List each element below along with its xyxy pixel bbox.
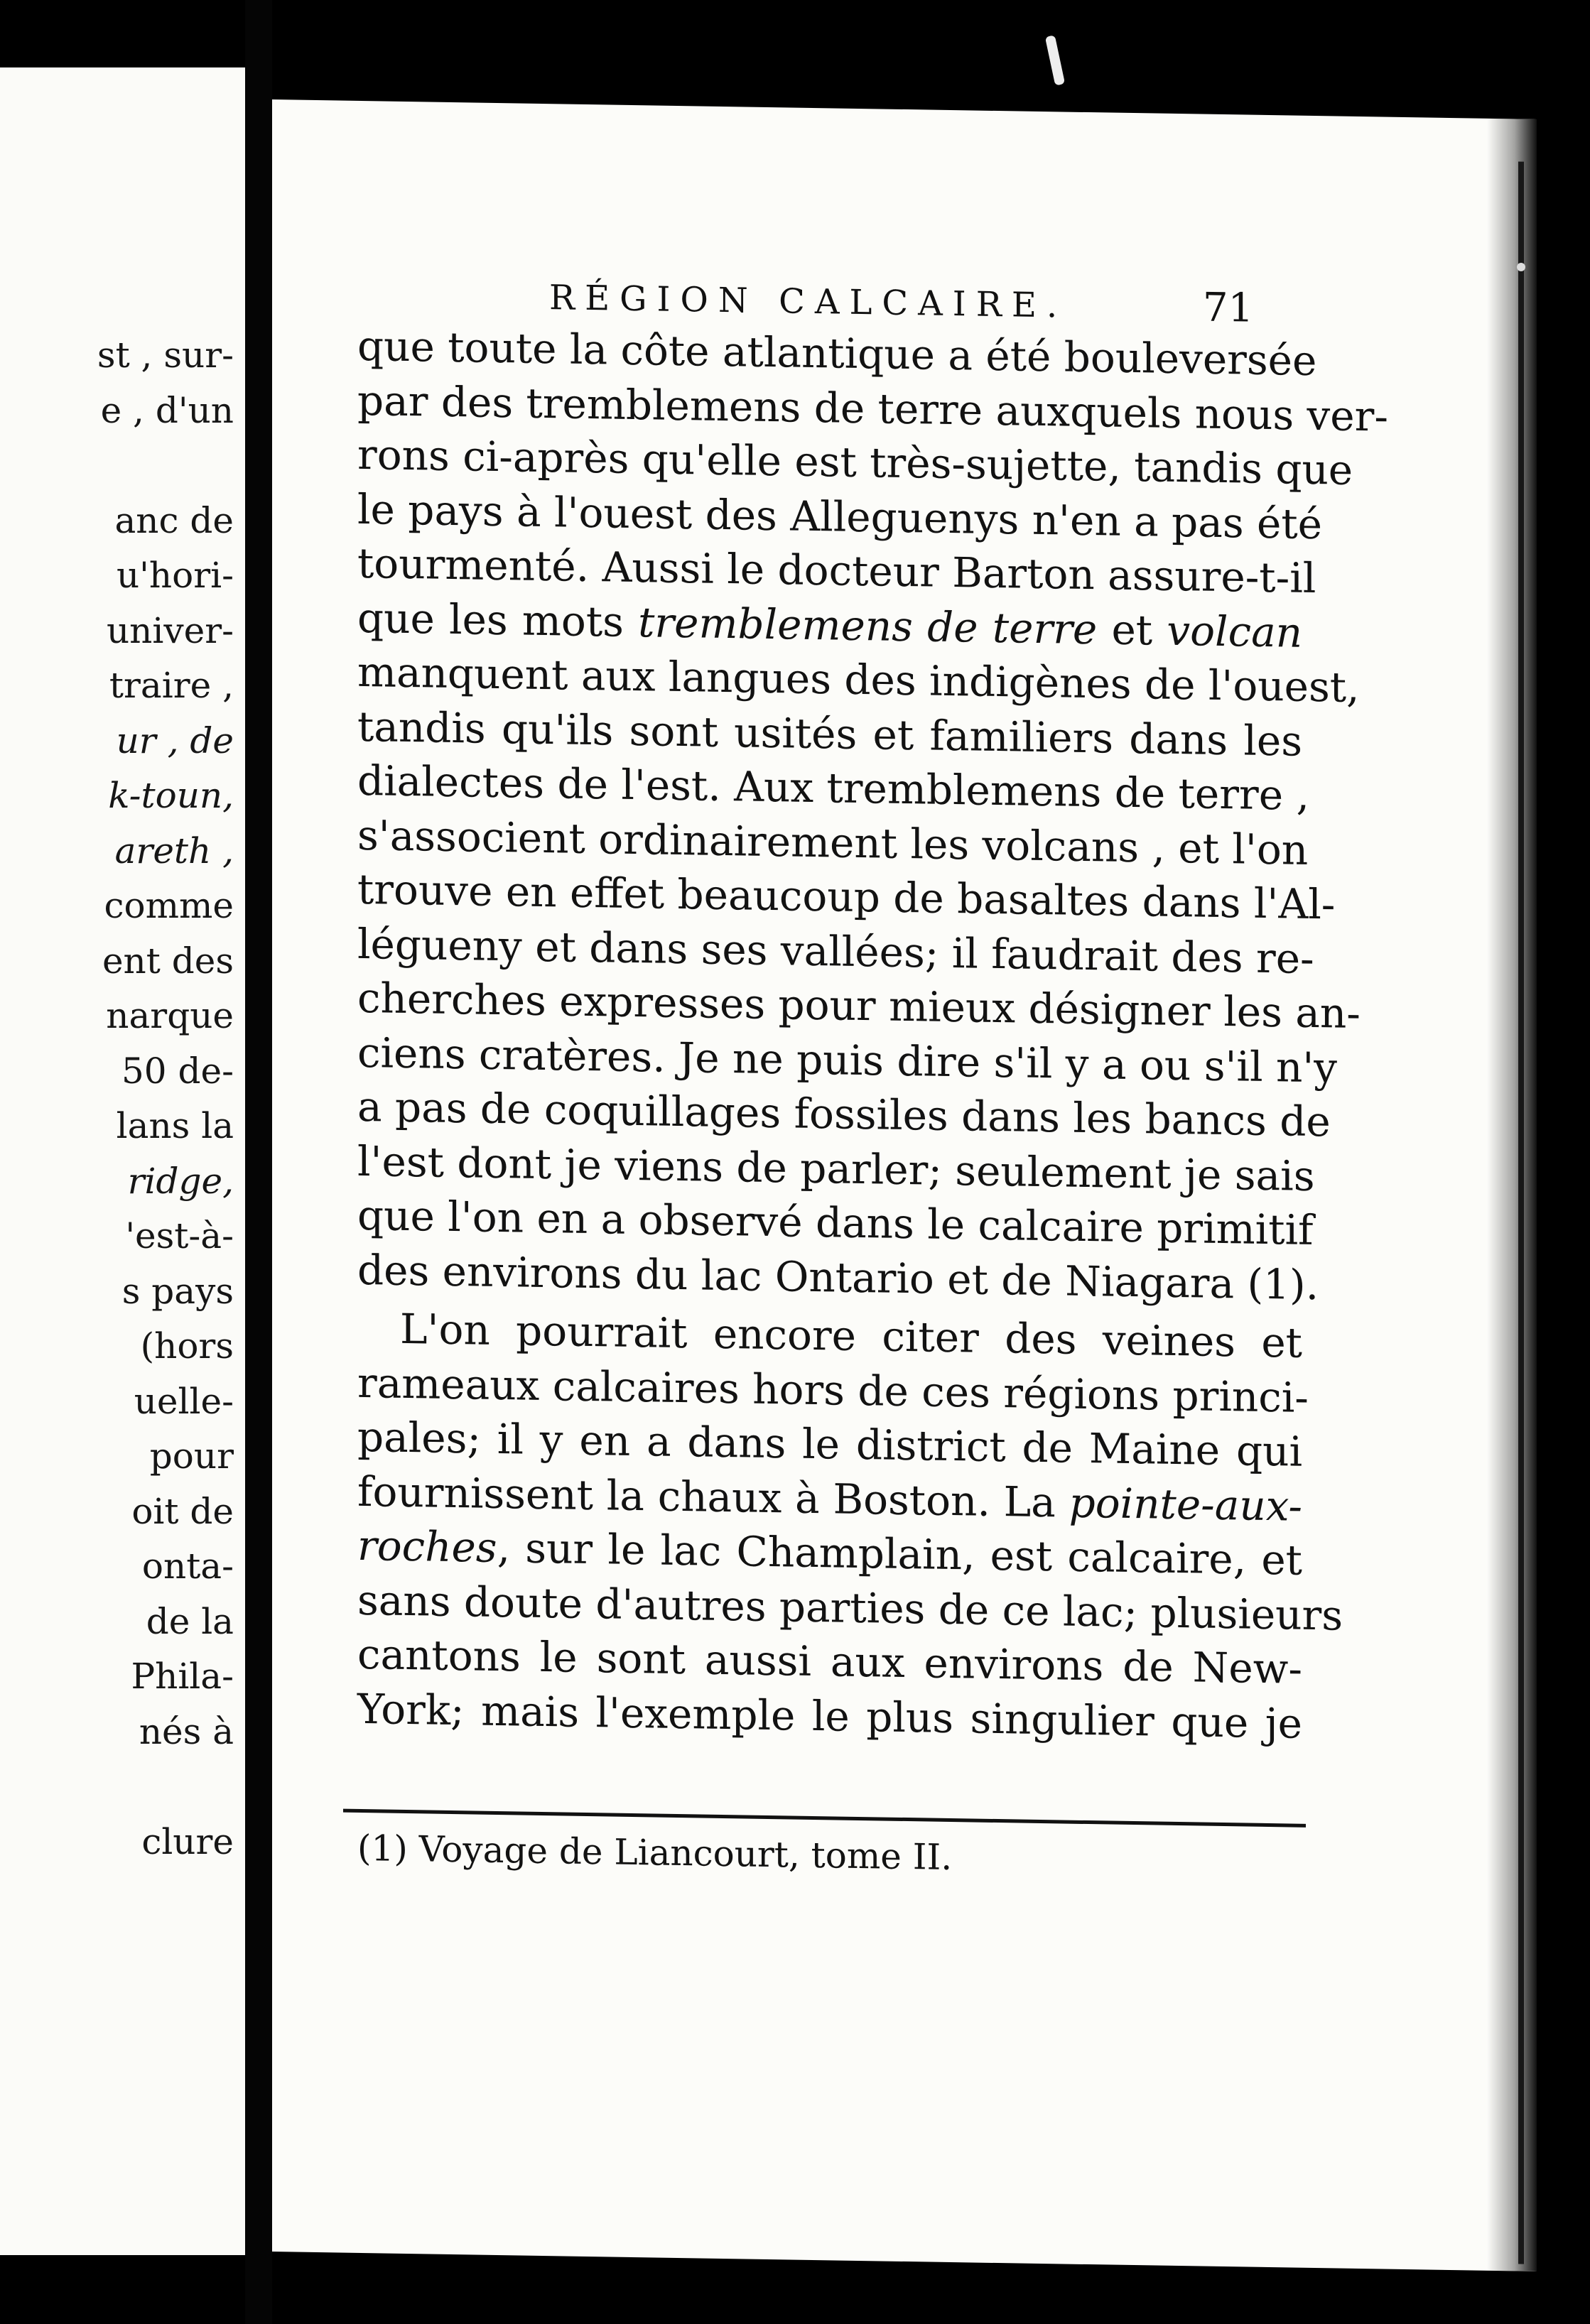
left-page-line: clure xyxy=(141,1820,234,1862)
left-page-line: st , sur- xyxy=(97,335,234,376)
left-page-line: nés à xyxy=(139,1710,234,1752)
left-page-line: traire , xyxy=(109,665,234,706)
left-page-line: s pays xyxy=(121,1270,234,1312)
left-page-line: uelle- xyxy=(134,1380,234,1422)
body-text-line: dialectes de l'est. Aux tremblemens de terre , xyxy=(357,756,1309,820)
left-page-line: comme xyxy=(104,885,234,926)
book-gutter xyxy=(245,0,272,2324)
body-text-line: L'on pourrait encore citer des veines et xyxy=(400,1304,1302,1367)
body-text-line: s'associent ordinairement les volcans , et l'on xyxy=(357,810,1309,874)
page-edge-shadow xyxy=(1487,119,1537,2271)
body-text-line: a pas de coquillages fossiles dans les bancs de xyxy=(357,1082,1331,1146)
footnote: (1) Voyage de Liancourt, tome II. xyxy=(357,1827,953,1879)
scan-mark xyxy=(1045,35,1065,85)
running-head: RÉGION CALCAIRE. xyxy=(549,278,1068,326)
body-text-line: le pays à l'ouest des Alleguenys n'en a pas été xyxy=(357,484,1322,548)
body-text-line: manquent aux langues des indigènes de l'ouest, xyxy=(357,647,1360,712)
body-text-line: que toute la côte atlantique a été bouleversée xyxy=(357,321,1317,386)
left-page-line: onta- xyxy=(141,1546,234,1587)
body-text-line: cherches expresses pour mieux désigner les an- xyxy=(357,973,1361,1038)
body-text-line: pales; il y en a dans le district de Maine qui xyxy=(357,1412,1302,1476)
footnote-rule xyxy=(343,1809,1306,1828)
body-text-line: rons ci-après qu'elle est très-sujette, tandis que xyxy=(357,430,1353,494)
body-text-line: que l'on en a observé dans le calcaire primitif xyxy=(357,1190,1314,1255)
left-page-line: ent des xyxy=(102,940,234,982)
left-page-line: ur , de xyxy=(116,720,234,761)
body-text-line: York; mais l'exemple le plus singulier que je xyxy=(357,1684,1302,1748)
left-page-line: ridge, xyxy=(127,1160,234,1202)
left-page-line: 50 de- xyxy=(121,1050,234,1092)
left-page-line: lans la xyxy=(116,1105,234,1146)
left-page xyxy=(0,67,245,2255)
body-text-line: légueny et dans ses vallées; il faudrait des re- xyxy=(357,919,1314,983)
left-page-line: e , d'un xyxy=(100,389,234,431)
left-page-line: de la xyxy=(146,1600,234,1642)
left-page-line: areth , xyxy=(114,830,234,872)
body-text-line: rameaux calcaires hors de ces régions princi- xyxy=(357,1358,1309,1422)
body-text-line: fournissent la chaux à Boston. La pointe-aux- xyxy=(357,1467,1302,1531)
left-page-line: k-toun, xyxy=(108,775,234,816)
left-page-line: (hors xyxy=(140,1325,234,1367)
left-page-line: univer- xyxy=(106,609,234,651)
body-text-line: des environs du lac Ontario et de Niagara (1). xyxy=(357,1245,1319,1309)
body-text-line: cantons le sont aussi aux environs de New- xyxy=(357,1629,1302,1693)
left-page-line: 'est-à- xyxy=(125,1215,234,1256)
left-page-line: u'hori- xyxy=(116,555,234,596)
right-page xyxy=(272,99,1537,2271)
body-text-line: sans doute d'autres parties de ce lac; plusieurs xyxy=(357,1575,1343,1640)
body-text-line: trouve en effet beaucoup de basaltes dans l'Al- xyxy=(357,864,1336,929)
scan-dot xyxy=(1517,263,1525,271)
body-text-line: que les mots tremblemens de terre et volcan xyxy=(357,593,1302,657)
body-text-line: ciens cratères. Je ne puis dire s'il y a ou s'il n'y xyxy=(357,1028,1338,1092)
left-page-line: oit de xyxy=(131,1490,234,1532)
body-text-line: l'est dont je viens de parler; seulement je sais xyxy=(357,1136,1315,1200)
body-text-line: par des tremblemens de terre auxquels nous ver- xyxy=(357,376,1388,441)
body-text-line: tandis qu'ils sont usités et familiers dans les xyxy=(357,702,1302,766)
left-page-line: Phila- xyxy=(131,1656,234,1697)
body-text-line: roches, sur le lac Champlain, est calcaire, et xyxy=(357,1521,1302,1585)
page-number: 71 xyxy=(1203,284,1254,332)
body-text-line: tourmenté. Aussi le docteur Barton assure-t-il xyxy=(357,538,1316,603)
left-page-line: anc de xyxy=(114,499,234,541)
body-text xyxy=(272,99,1537,119)
left-page-line: narque xyxy=(106,995,234,1036)
left-page-line: pour xyxy=(149,1435,234,1477)
